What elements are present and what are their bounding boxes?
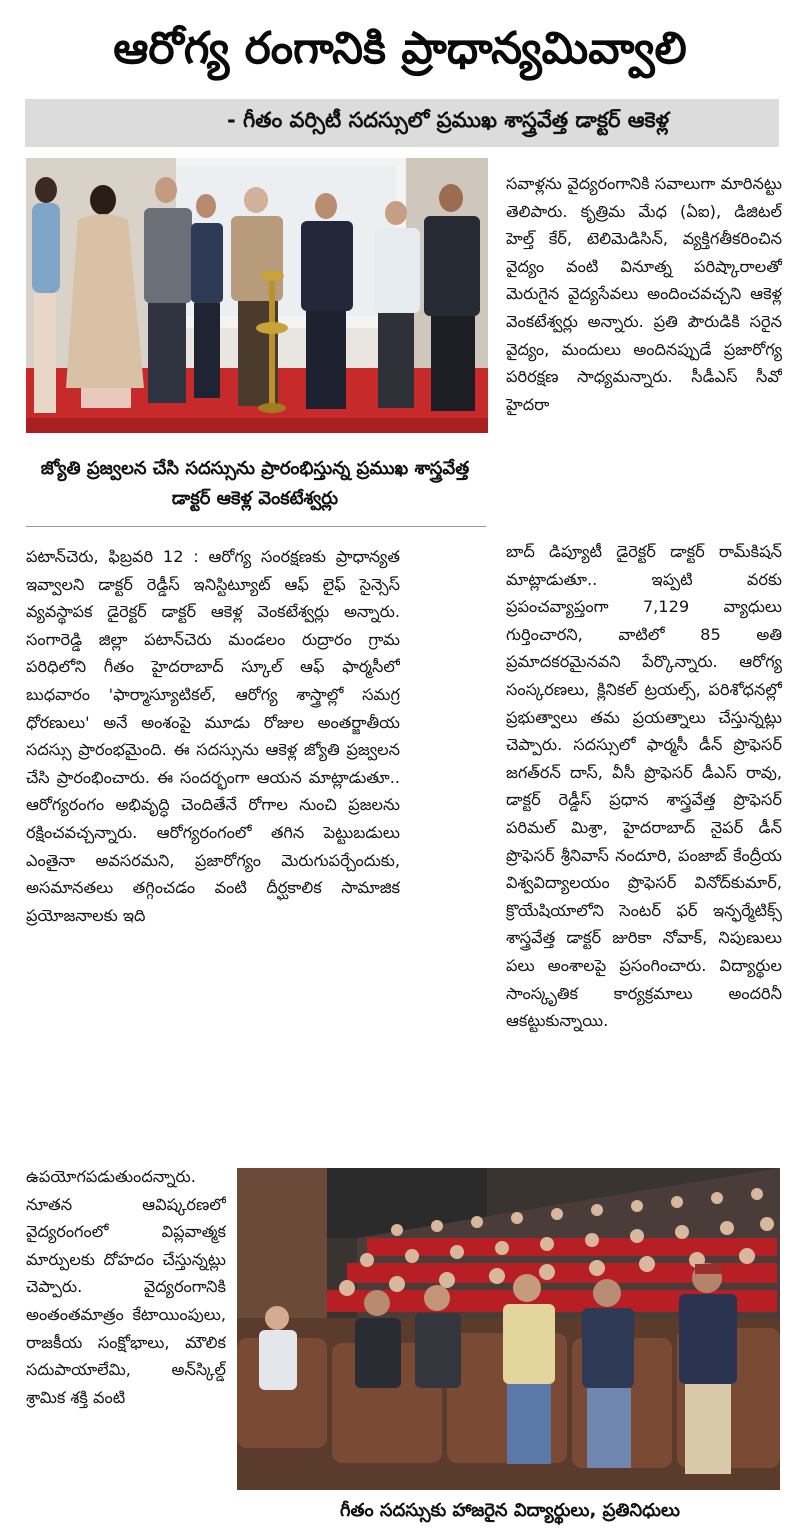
photo-lamp-lighting (26, 158, 488, 433)
photo-lamp-caption: జ్యోతి ప్రజ్వలన చేసి సదస్సును ప్రారంభిస్తున్న ప్రముఖ శాస్త్రవేత్త డాక్టర్ ఆకెళ్ల వెంకటేశ్వర్లు (40, 458, 470, 509)
article-column-bottom-left (26, 1163, 226, 1533)
article-text: ఉపయోగపడుతుందన్నారు. నూతన ఆవిష్కరణలో వైద్యరంగంలో విప్లవాత్మక మార్పులకు దోహదం చేస్తున్నట్లు చెప్పారు. వైద్యరంగానికి అంతంతమాత్రం కేటాయింపులు, రాజకీయ సంక్షోభాలు, మౌలిక సదుపాయాలేమి, అన్‌స్కిల్డ్ శ్రామిక శక్తి వంటి (26, 1167, 226, 1407)
headline: ఆరోగ్య రంగానికి ప్రాధాన్యమివ్వాలి (113, 23, 687, 74)
article-column-right-top (506, 170, 782, 534)
photo-lamp-lighting-image (26, 158, 488, 433)
photo-audience-caption: గీతం సదస్సుకు హాజరైన విద్యార్థులు, ప్రతినిధులు (339, 1500, 681, 1521)
photo-audience (237, 1168, 780, 1490)
article-column-right-bottom (506, 534, 782, 1156)
article-text: బాద్ డిప్యూటీ డైరెక్టర్ డాక్టర్ రామ్‌కిషన్ మాట్లాడుతూ.. ఇప్పటి వరకు ప్రపంచవ్యాప్తంగా 7,129 వ్యాధులు గుర్తించారని, వాటిలో 85 అతి ప్రమాదకరమైనవని పేర్కొన్నారు. ఆరోగ్య సంస్కరణలు, క్లినికల్ ట్రయల్స్, పరిశోధనల్లో ప్రభుత్వాలు తమ ప్రయత్నాలు చేస్తున్నట్లు చెప్పారు. సదస్సులో ఫార్మసీ డీన్ ప్రొఫెసర్ జగత్‌రన్ దాస్, వీసీ ప్రొఫెసర్ డీఎస్ రావు, డాక్టర్ రెడ్డీస్ ప్రధాన శాస్త్రవేత్త ప్రొఫెసర్ పరిమల్ మిశ్రా, హైదరాబాద్ నైపర్ డీన్ ప్రొఫెసర్ శ్రీనివాస్ నందూరి, పంజాబ్ కేంద్రీయ విశ్వవిద్యాలయం ప్రొఫెసర్ వినోద్‌కుమార్, క్రొయేషియాలోని సెంటర్ ఫర్ ఇన్ఫర్మేటిక్స్ శాస్త్రవేత్త డాక్టర్ జురికా నోవాక్, నిపుణులు పలు అంశాలపై ప్రసంగించారు. విద్యార్థుల సాంస్కృతిక కార్యక్రమాలు అందరినీ ఆకట్టుకున్నాయి. (506, 542, 782, 1031)
article-column-left (26, 543, 400, 1161)
subheadline: - గీతం వర్సిటీ సదస్సులో ప్రముఖ శాస్త్రవేత్త డాక్టర్ ఆకెళ్ల (25, 99, 779, 147)
photo-audience-image (237, 1168, 780, 1490)
article-text: సవాళ్లను వైద్యరంగానికి సవాలుగా మారినట్టు తెలిపారు. కృత్రిమ మేధ (ఏఐ), డిజిటల్ హెల్త్ కేర్, టెలిమెడిసిన్, వ్యక్తిగతీకరించిన వైద్యం వంటి వినూత్న పరిష్కారాలతో మెరుగైన వైద్యసేవలు అందించవచ్చని ఆకెళ్ల వెంకటేశ్వర్లు అన్నారు. ప్రతి పౌరుడికి సరైన వైద్యం, మందులు అందినప్పుడే ప్రజారోగ్య పరిరక్షణ సాధ్యమన్నారు. సీడీఎస్ సీవో హైదరా (506, 174, 782, 414)
caption-divider (26, 526, 486, 527)
article-text: పటాన్‌చెరు, ఫిబ్రవరి 12 : ఆరోగ్య సంరక్షణకు ప్రాధాన్యత ఇవ్వాలని డాక్టర్ రెడ్డీస్ ఇనిస్టిట్యూట్ ఆఫ్ లైఫ్ సైన్సెస్ వ్యవస్థాపక డైరెక్టర్ డాక్టర్ ఆకెళ్ల వెంకటేశ్వర్లు అన్నారు. సంగారెడ్డి జిల్లా పటాన్‌చెరు మండలం రుద్రారం గ్రామ పరిధిలోని గీతం హైదరాబాద్ స్కూల్ ఆఫ్ ఫార్మసీలో బుధవారం 'ఫార్మాస్యూటికల్, ఆరోగ్య శాస్త్రాల్లో సమగ్ర ధోరణులు' అనే అంశంపై మూడు రోజుల అంతర్జాతీయ సదస్సు ప్రారంభమైంది. ఈ సదస్సును ఆకెళ్ల జ్యోతి ప్రజ్వలన చేసి ప్రారంభించారు. ఈ సందర్భంగా ఆయన మాట్లాడుతూ.. ఆరోగ్యరంగం అభివృద్ధి చెందితేనే రోగాల నుంచి ప్రజలను రక్షించవచ్చన్నారు. ఆరోగ్యరంగంలో తగిన పెట్టుబడులు ఎంతైనా అవసరమని, ప్రజారోగ్యం మెరుగుపర్చేందుకు, అసమానతలు తగ్గించడం వంటి దీర్ఘకాలిక సామాజిక ప్రయోజనాలకు ఇది (26, 547, 400, 925)
